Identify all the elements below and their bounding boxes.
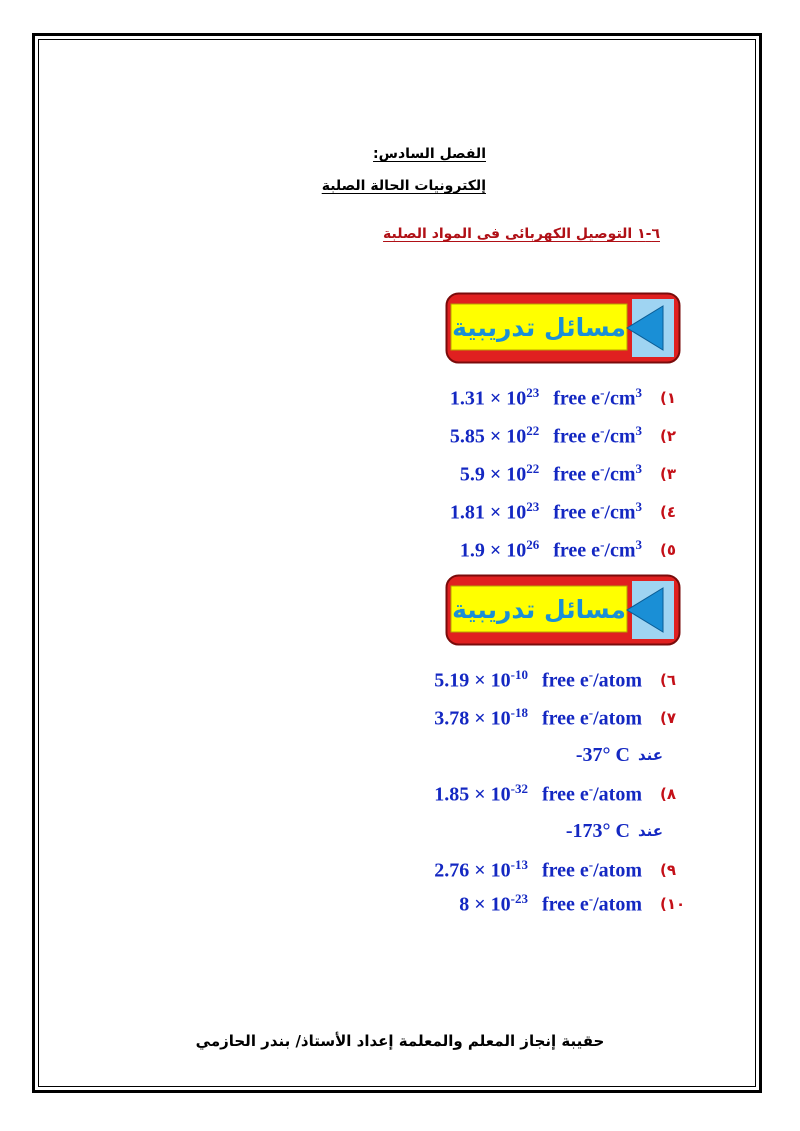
answer-value: $5.19 \times 10^{-10}$ bbox=[434, 667, 528, 692]
question-number: (٣ bbox=[660, 465, 677, 483]
temperature-value: -173° C bbox=[565, 819, 630, 842]
answer-row-9 bbox=[434, 856, 684, 884]
section-heading: ٦-١ التوصيل الكهربائى فى المواد الصلبة bbox=[383, 226, 660, 242]
at-word: عند bbox=[637, 746, 663, 764]
answer-unit: free $e^-/cm^3$ bbox=[553, 537, 642, 562]
answer-value: $3.78 \times 10^{-18}$ bbox=[434, 705, 528, 730]
answer-row-4 bbox=[450, 498, 684, 526]
temperature-note-q7 bbox=[576, 742, 663, 768]
answer-unit: free e-/atom bbox=[541, 705, 642, 730]
answer-unit: free e-/atom bbox=[541, 781, 642, 806]
answer-value: $1.85 \times 10^{-32}$ bbox=[434, 781, 528, 806]
answer-row-8 bbox=[434, 780, 684, 808]
question-number: (١٠ bbox=[660, 895, 686, 913]
answer-value: $5.85 \times 10^{22}$ bbox=[449, 423, 540, 448]
question-number: (٨ bbox=[660, 785, 677, 803]
practice-problems-banner-2 bbox=[445, 574, 681, 646]
topic-heading: إلكترونيات الحالة الصلبة bbox=[321, 178, 486, 194]
at-word: عند bbox=[637, 822, 663, 840]
practice-problems-banner-1 bbox=[445, 292, 681, 364]
question-number: (٩ bbox=[660, 861, 677, 879]
answer-unit: free e-/atom bbox=[541, 667, 642, 692]
answer-unit: free e-/atom bbox=[541, 891, 642, 916]
answer-value: $1.9 \times 10^{26}$ bbox=[459, 537, 540, 562]
question-number: (٤ bbox=[660, 503, 677, 521]
answer-row-10 bbox=[459, 890, 684, 918]
answer-unit: free $e^-/cm^3$ bbox=[553, 385, 642, 410]
banner-title: مسائل تدريبية bbox=[452, 312, 626, 342]
answer-unit: free e-/atom bbox=[541, 857, 642, 882]
question-number: (٥ bbox=[660, 541, 677, 559]
question-number: (١ bbox=[660, 389, 677, 407]
temperature-note-q8 bbox=[566, 818, 663, 844]
answer-value: $1.81 \times 10^{23}$ bbox=[449, 499, 540, 524]
answer-value: $8 \times 10^{-23}$ bbox=[459, 891, 528, 916]
answer-value: $5.9 \times 10^{22}$ bbox=[459, 461, 540, 486]
answer-unit: free $e^-/cm^3$ bbox=[553, 461, 642, 486]
answer-unit: free $e^-/cm^3$ bbox=[553, 423, 642, 448]
answer-row-2 bbox=[450, 422, 684, 450]
answer-row-3 bbox=[460, 460, 684, 488]
answer-row-1 bbox=[450, 384, 684, 412]
chapter-heading: الفصل السادس: bbox=[373, 146, 486, 162]
question-number: (٢ bbox=[660, 427, 677, 445]
answer-row-6 bbox=[434, 666, 684, 694]
question-number: (٧ bbox=[660, 709, 677, 727]
temperature-value: -37° C bbox=[575, 743, 630, 766]
answer-value: $2.76 \times 10^{-13}$ bbox=[434, 857, 528, 882]
answer-unit: free $e^-/cm^3$ bbox=[553, 499, 642, 524]
answer-row-7 bbox=[434, 704, 684, 732]
question-number: (٦ bbox=[660, 671, 677, 689]
answer-value: $1.31 \times 10^{23}$ bbox=[449, 385, 540, 410]
banner-title: مسائل تدريبية bbox=[452, 594, 626, 624]
answer-row-5 bbox=[460, 536, 684, 564]
footer-credit: حقيبة إنجاز المعلم والمعلمة إعداد الأستاذ/ بندر الحازمي bbox=[195, 1032, 605, 1050]
